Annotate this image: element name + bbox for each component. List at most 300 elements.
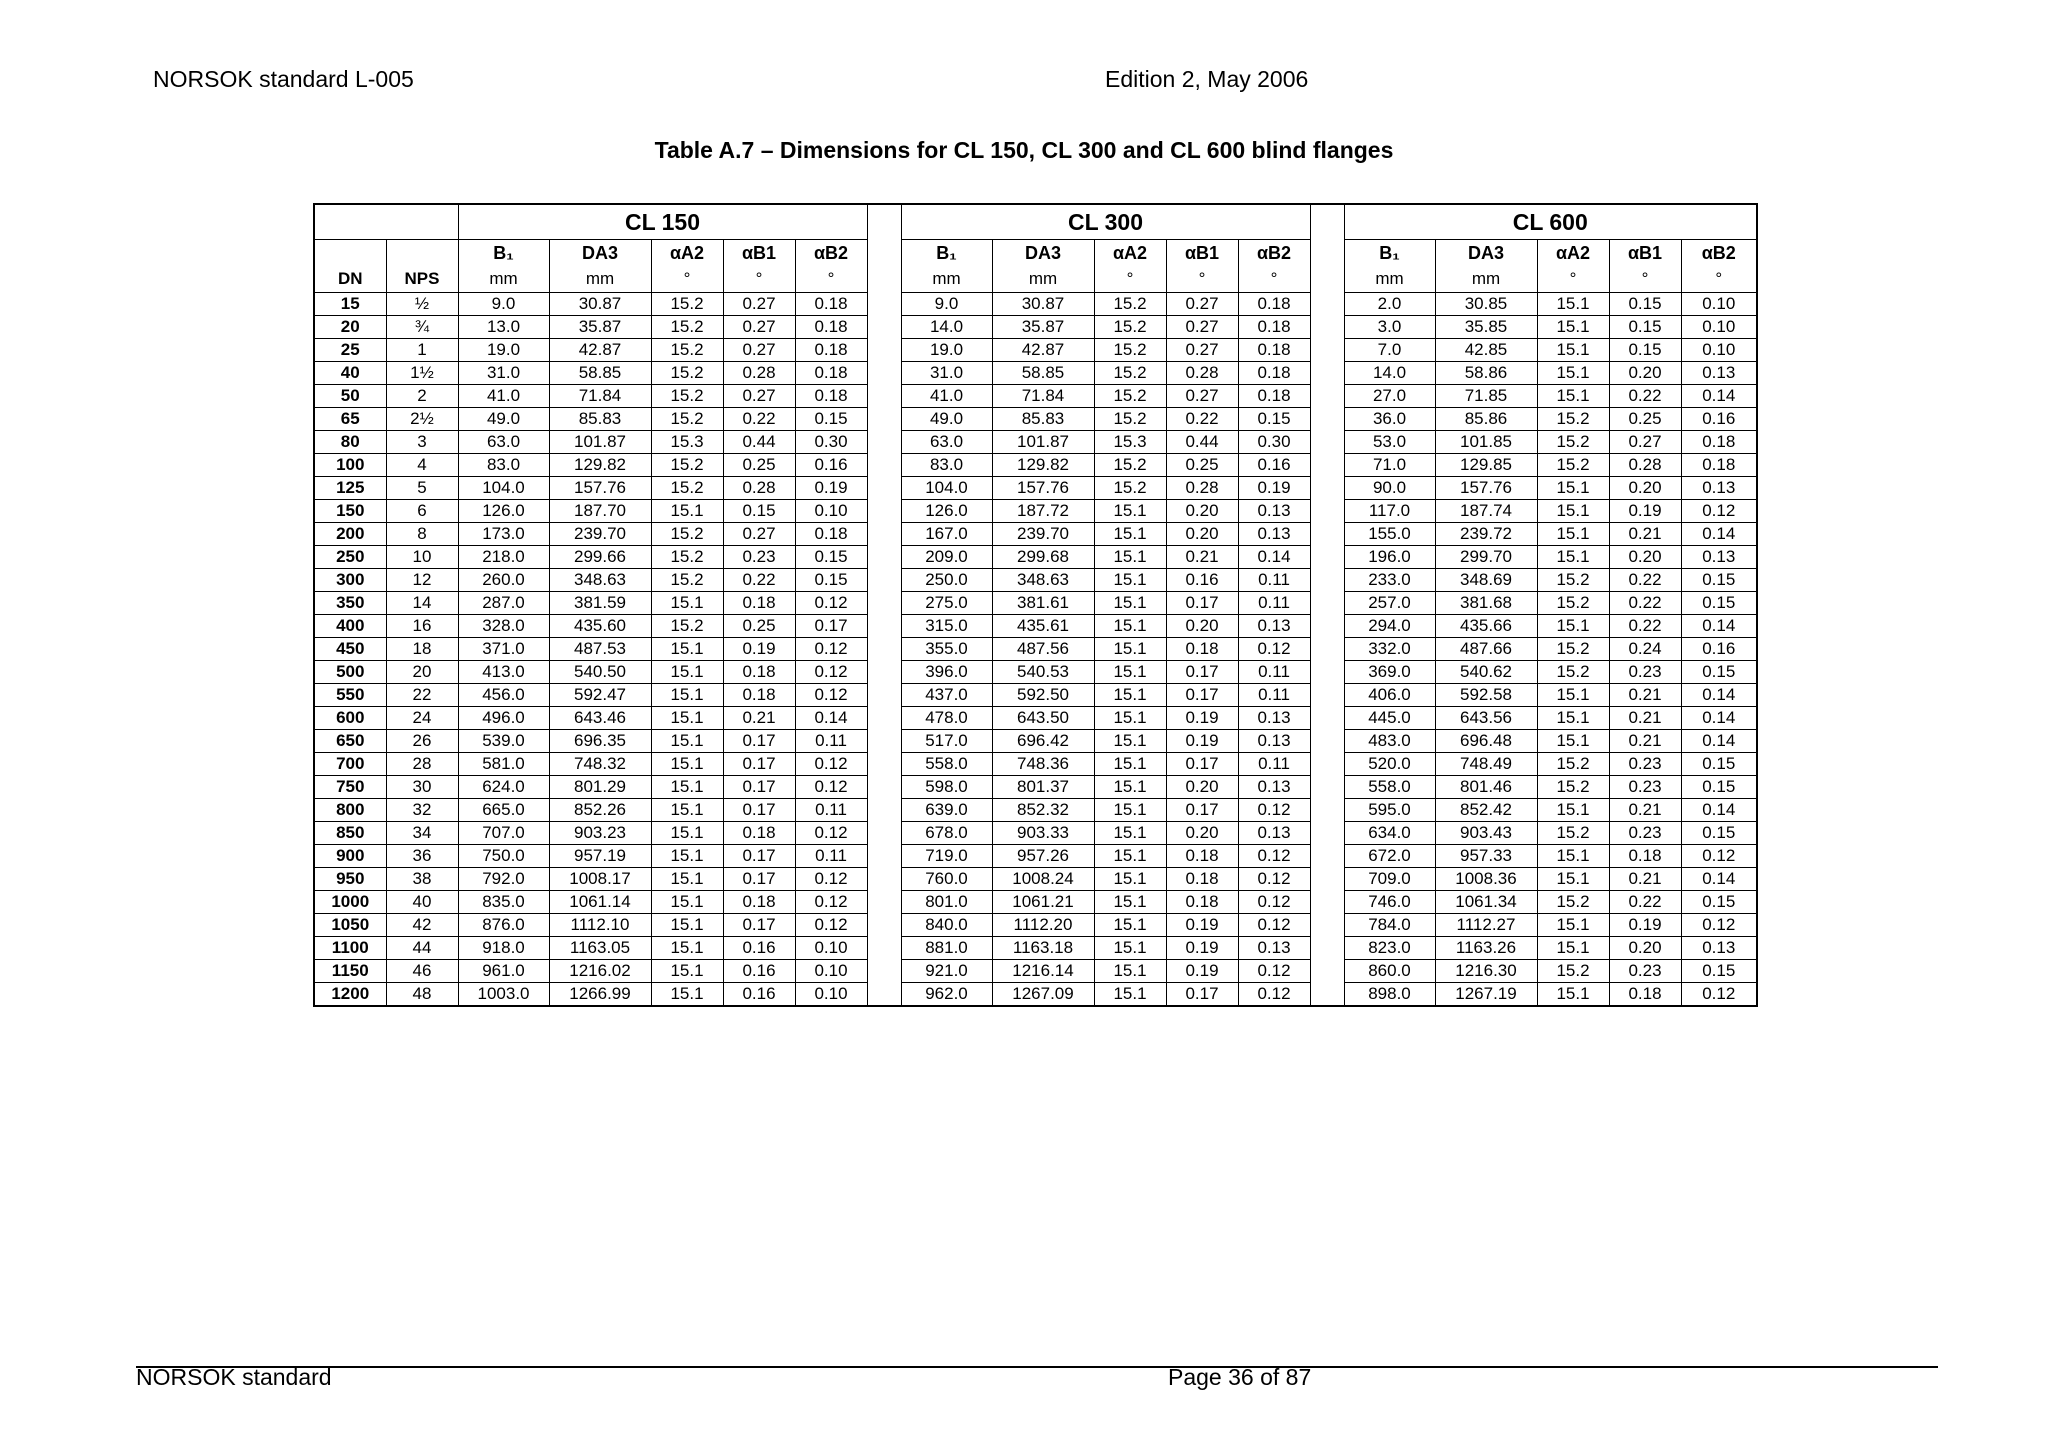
group-gap <box>867 707 901 730</box>
table-cell: 0.18 <box>795 362 867 385</box>
table-cell: 15.2 <box>651 454 723 477</box>
table-cell: 0.16 <box>1166 569 1238 592</box>
table-cell: 437.0 <box>901 684 992 707</box>
table-cell: 643.50 <box>992 707 1094 730</box>
table-cell: 0.22 <box>1609 385 1681 408</box>
table-cell: 540.53 <box>992 661 1094 684</box>
group-gap <box>1310 266 1344 293</box>
nps-cell: 42 <box>386 914 458 937</box>
dn-cell: 500 <box>314 661 386 684</box>
table-cell: 0.14 <box>1681 523 1757 546</box>
table-cell: 748.49 <box>1435 753 1537 776</box>
table-cell: 0.10 <box>795 937 867 960</box>
table-cell: 41.0 <box>458 385 549 408</box>
nps-cell: 16 <box>386 615 458 638</box>
group-gap <box>867 431 901 454</box>
table-cell: 129.82 <box>992 454 1094 477</box>
table-cell: 0.20 <box>1166 523 1238 546</box>
table-cell: 961.0 <box>458 960 549 983</box>
table-cell: 239.70 <box>549 523 651 546</box>
table-cell: 0.19 <box>1166 960 1238 983</box>
table-cell: 1112.27 <box>1435 914 1537 937</box>
table-cell: 957.26 <box>992 845 1094 868</box>
table-cell: 435.60 <box>549 615 651 638</box>
table-cell: 696.35 <box>549 730 651 753</box>
table-cell: 0.25 <box>1609 408 1681 431</box>
table-cell: 0.18 <box>1609 845 1681 868</box>
table-cell: 456.0 <box>458 684 549 707</box>
table-cell: 15.1 <box>1094 684 1166 707</box>
group-gap <box>867 339 901 362</box>
table-cell: 187.70 <box>549 500 651 523</box>
table-cell: 15.1 <box>651 500 723 523</box>
table-cell: 239.70 <box>992 523 1094 546</box>
group-gap <box>1310 408 1344 431</box>
table-cell: 435.66 <box>1435 615 1537 638</box>
table-cell: 36.0 <box>1344 408 1435 431</box>
group-gap <box>867 500 901 523</box>
column-unit: mm <box>458 266 549 293</box>
group-gap <box>867 546 901 569</box>
group-gap <box>1310 730 1344 753</box>
table-cell: 0.17 <box>723 753 795 776</box>
nps-cell: 40 <box>386 891 458 914</box>
table-cell: 15.1 <box>1537 477 1609 500</box>
dn-cell: 1000 <box>314 891 386 914</box>
table-cell: 0.12 <box>1681 500 1757 523</box>
table-cell: 15.2 <box>1537 960 1609 983</box>
dn-header-top <box>314 240 386 267</box>
table-cell: 15.1 <box>1094 546 1166 569</box>
group-gap <box>1310 523 1344 546</box>
table-cell: 0.13 <box>1238 937 1310 960</box>
table-cell: 15.1 <box>1537 707 1609 730</box>
table-cell: 0.14 <box>1681 730 1757 753</box>
table-cell: 9.0 <box>901 293 992 316</box>
table-cell: 0.12 <box>795 638 867 661</box>
table-cell: 0.13 <box>1238 730 1310 753</box>
column-unit: mm <box>1344 266 1435 293</box>
dn-cell: 650 <box>314 730 386 753</box>
table-cell: 0.15 <box>1609 293 1681 316</box>
table-cell: 709.0 <box>1344 868 1435 891</box>
table-cell: 592.47 <box>549 684 651 707</box>
table-cell: 117.0 <box>1344 500 1435 523</box>
table-cell: 15.1 <box>651 960 723 983</box>
table-cell: 0.22 <box>1166 408 1238 431</box>
group-gap <box>1310 477 1344 500</box>
table-cell: 187.72 <box>992 500 1094 523</box>
table-cell: 0.12 <box>1238 914 1310 937</box>
table-cell: 0.20 <box>1609 362 1681 385</box>
nps-cell: 26 <box>386 730 458 753</box>
table-cell: 835.0 <box>458 891 549 914</box>
dn-cell: 950 <box>314 868 386 891</box>
table-cell: 1061.14 <box>549 891 651 914</box>
table-cell: 15.2 <box>651 546 723 569</box>
table-cell: 903.33 <box>992 822 1094 845</box>
table-cell: 0.28 <box>1166 362 1238 385</box>
table-cell: 299.66 <box>549 546 651 569</box>
group-gap <box>1310 339 1344 362</box>
table-cell: 0.18 <box>1609 983 1681 1007</box>
table-row <box>314 638 1757 661</box>
table-row <box>314 454 1757 477</box>
table-cell: 71.85 <box>1435 385 1537 408</box>
table-cell: 328.0 <box>458 615 549 638</box>
table-cell: 15.1 <box>651 868 723 891</box>
table-cell: 381.61 <box>992 592 1094 615</box>
table-cell: 748.32 <box>549 753 651 776</box>
group-gap <box>867 523 901 546</box>
table-cell: 0.18 <box>1238 293 1310 316</box>
table-cell: 0.11 <box>1238 569 1310 592</box>
table-cell: 1163.26 <box>1435 937 1537 960</box>
table-cell: 15.2 <box>651 615 723 638</box>
table-cell: 760.0 <box>901 868 992 891</box>
table-cell: 581.0 <box>458 753 549 776</box>
table-cell: 157.76 <box>992 477 1094 500</box>
dn-cell: 600 <box>314 707 386 730</box>
table-cell: 0.27 <box>1166 339 1238 362</box>
dn-cell: 800 <box>314 799 386 822</box>
group-gap <box>867 960 901 983</box>
table-cell: 707.0 <box>458 822 549 845</box>
table-cell: 15.2 <box>651 385 723 408</box>
table-cell: 876.0 <box>458 914 549 937</box>
column-label: αB1 <box>1609 240 1681 267</box>
table-cell: 71.84 <box>549 385 651 408</box>
dn-cell: 1050 <box>314 914 386 937</box>
nps-cell: 12 <box>386 569 458 592</box>
table-cell: 0.12 <box>795 661 867 684</box>
table-cell: 196.0 <box>1344 546 1435 569</box>
table-cell: 63.0 <box>458 431 549 454</box>
table-cell: 0.44 <box>1166 431 1238 454</box>
table-cell: 0.13 <box>1681 546 1757 569</box>
table-cell: 42.87 <box>549 339 651 362</box>
dn-cell: 300 <box>314 569 386 592</box>
table-cell: 696.42 <box>992 730 1094 753</box>
table-cell: 15.1 <box>1094 914 1166 937</box>
group-gap <box>1310 960 1344 983</box>
table-cell: 15.2 <box>1537 638 1609 661</box>
table-cell: 0.25 <box>1166 454 1238 477</box>
dn-cell: 250 <box>314 546 386 569</box>
table-cell: 0.19 <box>795 477 867 500</box>
table-cell: 126.0 <box>901 500 992 523</box>
table-cell: 299.70 <box>1435 546 1537 569</box>
table-cell: 15.1 <box>651 592 723 615</box>
table-cell: 167.0 <box>901 523 992 546</box>
table-cell: 0.22 <box>723 569 795 592</box>
nps-cell: 10 <box>386 546 458 569</box>
table-row <box>314 408 1757 431</box>
table-cell: 15.1 <box>1094 845 1166 868</box>
table-cell: 0.23 <box>1609 776 1681 799</box>
table-cell: 0.15 <box>1681 891 1757 914</box>
column-unit: ° <box>651 266 723 293</box>
table-cell: 15.1 <box>651 983 723 1007</box>
group-header-cl-2: CL 300 <box>901 204 1310 240</box>
table-cell: 15.1 <box>1537 799 1609 822</box>
table-cell: 30.85 <box>1435 293 1537 316</box>
table-cell: 0.12 <box>795 822 867 845</box>
table-cell: 678.0 <box>901 822 992 845</box>
table-cell: 0.12 <box>1238 868 1310 891</box>
table-cell: 0.20 <box>1609 937 1681 960</box>
table-row <box>314 891 1757 914</box>
table-cell: 0.19 <box>1166 937 1238 960</box>
dn-cell: 100 <box>314 454 386 477</box>
table-cell: 0.18 <box>795 523 867 546</box>
table-cell: 0.27 <box>1166 385 1238 408</box>
group-gap <box>1310 776 1344 799</box>
group-header-blank <box>314 204 458 240</box>
table-cell: 19.0 <box>458 339 549 362</box>
table-cell: 0.15 <box>1681 822 1757 845</box>
dn-cell: 700 <box>314 753 386 776</box>
column-unit: ° <box>1537 266 1609 293</box>
table-cell: 0.12 <box>1681 845 1757 868</box>
table-cell: 1112.20 <box>992 914 1094 937</box>
table-cell: 0.15 <box>795 569 867 592</box>
table-cell: 15.1 <box>651 684 723 707</box>
table-cell: 1163.05 <box>549 937 651 960</box>
table-cell: 0.18 <box>1166 638 1238 661</box>
table-cell: 15.1 <box>1537 868 1609 891</box>
column-label: αA2 <box>651 240 723 267</box>
table-cell: 0.15 <box>1681 569 1757 592</box>
nps-cell: 2½ <box>386 408 458 431</box>
table-cell: 15.2 <box>1094 362 1166 385</box>
table-title: Table A.7 – Dimensions for CL 150, CL 300 and CL 600 blind flanges <box>654 137 1394 163</box>
group-gap <box>1310 615 1344 638</box>
table-cell: 0.44 <box>723 431 795 454</box>
table-cell: 15.1 <box>1537 845 1609 868</box>
table-row <box>314 293 1757 316</box>
table-cell: 595.0 <box>1344 799 1435 822</box>
dn-cell: 65 <box>314 408 386 431</box>
table-cell: 0.23 <box>1609 960 1681 983</box>
table-cell: 15.1 <box>651 753 723 776</box>
table-row <box>314 385 1757 408</box>
table-cell: 71.0 <box>1344 454 1435 477</box>
table-cell: 860.0 <box>1344 960 1435 983</box>
table-cell: 101.87 <box>992 431 1094 454</box>
table-cell: 15.3 <box>651 431 723 454</box>
table-cell: 239.72 <box>1435 523 1537 546</box>
table-cell: 0.20 <box>1609 546 1681 569</box>
column-unit: ° <box>1681 266 1757 293</box>
table-cell: 801.46 <box>1435 776 1537 799</box>
table-cell: 15.1 <box>1094 707 1166 730</box>
table-cell: 15.2 <box>1537 592 1609 615</box>
table-cell: 381.59 <box>549 592 651 615</box>
nps-cell: 1½ <box>386 362 458 385</box>
table-cell: 0.25 <box>723 615 795 638</box>
table-cell: 0.17 <box>1166 983 1238 1007</box>
table-cell: 1216.30 <box>1435 960 1537 983</box>
dn-cell: 125 <box>314 477 386 500</box>
table-row <box>314 615 1757 638</box>
table-cell: 0.17 <box>1166 753 1238 776</box>
table-cell: 0.21 <box>1609 707 1681 730</box>
table-cell: 558.0 <box>1344 776 1435 799</box>
table-cell: 15.2 <box>1094 408 1166 431</box>
table-cell: 287.0 <box>458 592 549 615</box>
column-unit: ° <box>795 266 867 293</box>
table-cell: 15.1 <box>1094 661 1166 684</box>
table-cell: 15.3 <box>1094 431 1166 454</box>
table-cell: 0.14 <box>795 707 867 730</box>
table-cell: 0.17 <box>723 776 795 799</box>
table-cell: 672.0 <box>1344 845 1435 868</box>
header-standard-name: NORSOK standard L-005 <box>153 66 414 92</box>
table-row <box>314 500 1757 523</box>
table-cell: 0.17 <box>723 730 795 753</box>
group-gap <box>1310 385 1344 408</box>
table-cell: 1216.02 <box>549 960 651 983</box>
table-cell: 173.0 <box>458 523 549 546</box>
table-cell: 540.50 <box>549 661 651 684</box>
table-cell: 0.14 <box>1681 707 1757 730</box>
table-cell: 0.19 <box>1166 914 1238 937</box>
table-cell: 0.18 <box>1166 891 1238 914</box>
table-cell: 558.0 <box>901 753 992 776</box>
table-cell: 0.10 <box>1681 293 1757 316</box>
table-cell: 15.1 <box>1537 684 1609 707</box>
table-cell: 0.13 <box>1681 937 1757 960</box>
table-cell: 1061.21 <box>992 891 1094 914</box>
dn-cell: 150 <box>314 500 386 523</box>
table-row <box>314 592 1757 615</box>
table-cell: 1008.36 <box>1435 868 1537 891</box>
column-label: DA3 <box>992 240 1094 267</box>
column-unit: ° <box>1094 266 1166 293</box>
table-cell: 0.20 <box>1166 822 1238 845</box>
group-gap <box>867 730 901 753</box>
table-cell: 957.33 <box>1435 845 1537 868</box>
column-unit: ° <box>1609 266 1681 293</box>
table-cell: 15.2 <box>1537 408 1609 431</box>
table-cell: 0.18 <box>1238 339 1310 362</box>
table-cell: 0.27 <box>723 385 795 408</box>
table-cell: 598.0 <box>901 776 992 799</box>
table-cell: 157.76 <box>549 477 651 500</box>
table-cell: 0.27 <box>1166 293 1238 316</box>
table-cell: 0.11 <box>1238 661 1310 684</box>
table-cell: 1112.10 <box>549 914 651 937</box>
table-cell: 15.1 <box>651 638 723 661</box>
table-cell: 129.82 <box>549 454 651 477</box>
table-cell: 90.0 <box>1344 477 1435 500</box>
table-cell: 0.15 <box>1681 753 1757 776</box>
nps-cell: ¾ <box>386 316 458 339</box>
table-cell: 15.1 <box>1537 730 1609 753</box>
table-cell: 0.15 <box>795 408 867 431</box>
nps-cell: 14 <box>386 592 458 615</box>
table-cell: 0.13 <box>1238 615 1310 638</box>
table-row <box>314 684 1757 707</box>
table-cell: 823.0 <box>1344 937 1435 960</box>
table-cell: 487.56 <box>992 638 1094 661</box>
table-cell: 348.63 <box>549 569 651 592</box>
dn-cell: 40 <box>314 362 386 385</box>
table-cell: 15.1 <box>651 707 723 730</box>
table-cell: 0.27 <box>1166 316 1238 339</box>
dn-cell: 850 <box>314 822 386 845</box>
table-row <box>314 845 1757 868</box>
column-unit: ° <box>1238 266 1310 293</box>
nps-cell: 24 <box>386 707 458 730</box>
table-cell: 83.0 <box>458 454 549 477</box>
table-cell: 1003.0 <box>458 983 549 1007</box>
table-cell: 801.37 <box>992 776 1094 799</box>
column-unit: ° <box>723 266 795 293</box>
table-cell: 15.2 <box>1537 776 1609 799</box>
table-cell: 0.17 <box>1166 684 1238 707</box>
table-cell: 496.0 <box>458 707 549 730</box>
table-cell: 209.0 <box>901 546 992 569</box>
table-cell: 0.21 <box>1609 799 1681 822</box>
table-cell: 15.1 <box>1537 316 1609 339</box>
table-cell: 15.2 <box>651 316 723 339</box>
group-gap <box>867 891 901 914</box>
table-cell: 0.18 <box>723 684 795 707</box>
table-cell: 483.0 <box>1344 730 1435 753</box>
table-cell: 157.76 <box>1435 477 1537 500</box>
table-cell: 0.12 <box>795 776 867 799</box>
table-cell: 406.0 <box>1344 684 1435 707</box>
table-cell: 381.68 <box>1435 592 1537 615</box>
group-gap <box>867 293 901 316</box>
table-cell: 257.0 <box>1344 592 1435 615</box>
table-cell: 1216.14 <box>992 960 1094 983</box>
group-gap <box>1310 753 1344 776</box>
table-cell: 369.0 <box>1344 661 1435 684</box>
table-cell: 0.12 <box>1238 891 1310 914</box>
table-cell: 0.12 <box>795 684 867 707</box>
column-unit: mm <box>992 266 1094 293</box>
column-unit: mm <box>549 266 651 293</box>
table-cell: 35.87 <box>992 316 1094 339</box>
table-cell: 0.30 <box>795 431 867 454</box>
table-cell: 852.42 <box>1435 799 1537 822</box>
table-cell: 15.1 <box>651 845 723 868</box>
blind-flange-dimensions-table <box>313 203 1758 1007</box>
table-cell: 14.0 <box>901 316 992 339</box>
table-cell: 435.61 <box>992 615 1094 638</box>
dn-cell: 25 <box>314 339 386 362</box>
table-cell: 0.12 <box>1238 960 1310 983</box>
group-gap <box>1310 431 1344 454</box>
group-gap <box>1310 454 1344 477</box>
table-cell: 413.0 <box>458 661 549 684</box>
table-row <box>314 546 1757 569</box>
table-cell: 15.1 <box>1094 592 1166 615</box>
table-row <box>314 569 1757 592</box>
column-label: αB1 <box>1166 240 1238 267</box>
table-cell: 0.11 <box>1238 684 1310 707</box>
table-cell: 19.0 <box>901 339 992 362</box>
table-cell: 0.16 <box>723 960 795 983</box>
dn-cell: 15 <box>314 293 386 316</box>
table-cell: 0.10 <box>795 500 867 523</box>
group-gap <box>867 454 901 477</box>
column-label: αB1 <box>723 240 795 267</box>
table-cell: 294.0 <box>1344 615 1435 638</box>
